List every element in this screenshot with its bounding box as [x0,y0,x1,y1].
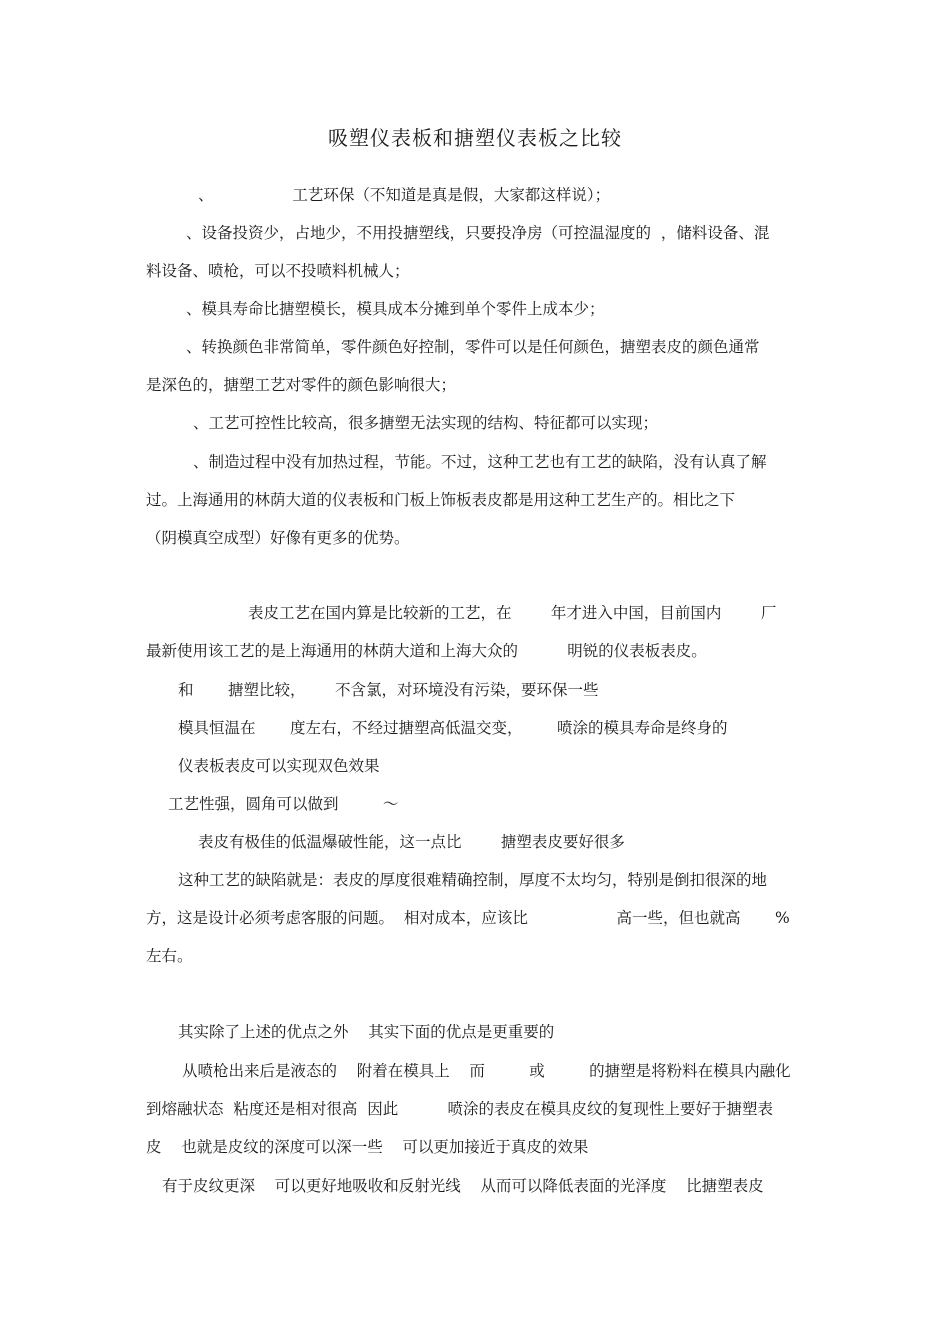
paragraph-line: 、制造过程中没有加热过程，节能。不过，这种工艺也有工艺的缺陷，没有认真了解 [193,453,767,471]
paragraph-line: 这种工艺的缺陷就是：表皮的厚度很难精确控制，厚度不太均匀，特别是倒扣很深的地 [178,871,768,889]
paragraph-line: 表皮工艺在国内算是比较新的工艺，在 年才进入中国，目前国内 厂 [248,604,777,622]
paragraph-line: 从喷枪出来后是液态的 附着在模具上 而 或 的搪塑是将粉料在模具内融化 [182,1062,791,1080]
paragraph-line: 最新使用该工艺的是上海通用的林荫大道和上海大众的 明锐的仪表板表皮。 [146,642,707,660]
page-title: 吸塑仪表板和搪塑仪表板之比较 [328,126,622,150]
paragraph-line: 、转换颜色非常简单，零件颜色好控制，零件可以是任何颜色，搪塑表皮的颜色通常 [186,338,760,356]
paragraph-line: 左右。 [146,947,193,965]
paragraph-line: 过。上海通用的林荫大道的仪表板和门板上饰板表皮都是用这种工艺生产的。相比之下 [146,491,736,509]
paragraph-line: 、 工艺环保（不知道是真是假，大家都这样说）； [198,186,611,204]
paragraph-line: 、设备投资少，占地少，不用投搪塑线，只要投净房（可控温湿度的 ，储料设备、混 [186,224,770,242]
paragraph-line: 、工艺可控性比较高，很多搪塑无法实现的结构、特征都可以实现； [193,414,659,432]
paragraph-line: 和 搪塑比较， 不含氯，对环境没有污染，要环保一些 [178,681,599,699]
paragraph-line: 工艺性强，圆角可以做到 ～ [168,795,399,813]
paragraph-line: 皮 也就是皮纹的深度可以深一些 可以更加接近于真皮的效果 [146,1138,589,1156]
paragraph-line: 有于皮纹更深 可以更好地吸收和反射光线 从而可以降低表面的光泽度 比搪塑表皮 [162,1177,764,1195]
paragraph-line: （阴模真空成型）好像有更多的优势。 [146,529,410,547]
paragraph-line: 仪表板表皮可以实现双色效果 [178,757,380,775]
paragraph-line: 、模具寿命比搪塑模长，模具成本分摊到单个零件上成本少； [186,300,605,318]
paragraph-line: 方，这是设计必须考虑客服的问题。 相对成本，应该比 高一些，但也就高 % [146,909,790,927]
paragraph-line: 模具恒温在 度左右，不经过搪塑高低温交变， 喷涂的模具寿命是终身的 [178,719,728,737]
paragraph-line: 表皮有极佳的低温爆破性能，这一点比 搪塑表皮要好很多 [198,833,625,851]
paragraph-line: 料设备、喷枪，可以不投喷料机械人； [146,262,410,280]
paragraph-line: 其实除了上述的优点之外 其实下面的优点是更重要的 [178,1023,555,1041]
paragraph-line: 是深色的，搪塑工艺对零件的颜色影响很大； [146,376,457,394]
paragraph-line: 到熔融状态 粘度还是相对很高 因此 喷涂的表皮在模具皮纹的复现性上要好于搪塑表 [146,1100,773,1118]
